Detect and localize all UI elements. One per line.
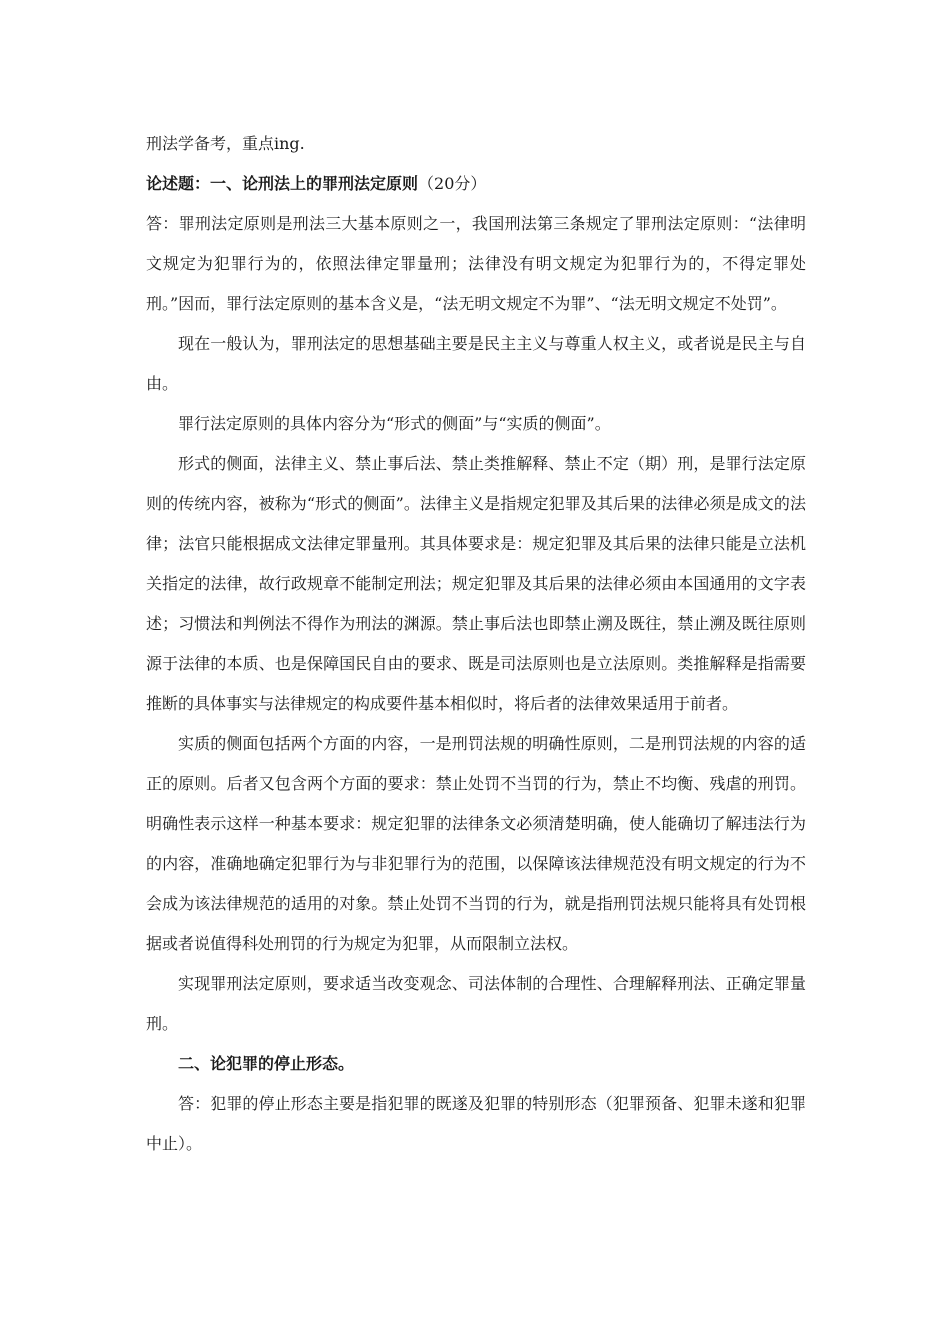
- section1-label: 论述题：: [146, 174, 211, 193]
- section1-paragraph: 实质的侧面包括两个方面的内容，一是刑罚法规的明确性原则，二是刑罚法规的内容的适正的原则。后者又包含两个方面的要求：禁止处罚不当罚的行为，禁止不均衡、残虐的刑罚。明确性表示这样一种基本要求：规定犯罪的法律条文必须清楚明确，使人能确切了解违法行为的内容，准确地确定犯罪行为与非犯罪行为的范围，以保障该法律规范没有明文规定的行为不会成为该法律规范的适用的对象。禁止处罚不当罚的行为，就是指刑罚法规只能将具有处罚根据或者说值得科处刑罚的行为规定为犯罪，从而限制立法权。: [146, 734, 806, 953]
- section1-paragraph: 实现罪刑法定原则，要求适当改变观念、司法体制的合理性、合理解释刑法、正确定罪量刑。: [146, 974, 806, 1033]
- section2-answer-paragraph: 答：犯罪的停止形态主要是指犯罪的既遂及犯罪的特别形态（犯罪预备、犯罪未遂和犯罪中止）。: [146, 1094, 806, 1153]
- section1-paragraph: 罪行法定原则的具体内容分为“形式的侧面”与“实质的侧面”。: [178, 414, 611, 433]
- section1-heading: [146, 164, 806, 204]
- document-body: [146, 124, 806, 1164]
- section1-paragraph: 现在一般认为，罪刑法定的思想基础主要是民主主义与尊重人权主义，或者说是民主与自由。: [146, 334, 806, 393]
- section1-answer-paragraph: 答：罪刑法定原则是刑法三大基本原则之一，我国刑法第三条规定了罪刑法定原则：“法律明文规定为犯罪行为的，依照法律定罪量刑；法律没有明文规定为犯罪行为的，不得定罪处刑。”因而，罪行法定原则的基本含义是，“法无明文规定不为罪”、“法无明文规定不处罚”。: [146, 214, 806, 313]
- section1-score: （20分）: [418, 174, 487, 193]
- intro-line: 刑法学备考，重点ing.: [146, 134, 305, 153]
- section2-heading: 二、论犯罪的停止形态。: [178, 1054, 355, 1073]
- section1-title: 一、论刑法上的罪刑法定原则: [210, 174, 419, 193]
- section1-paragraph: 形式的侧面，法律主义、禁止事后法、禁止类推解释、禁止不定（期）刑，是罪行法定原则的传统内容，被称为“形式的侧面”。法律主义是指规定犯罪及其后果的法律必须是成文的法律；法官只能根据成文法律定罪量刑。其具体要求是：规定犯罪及其后果的法律只能是立法机关指定的法律，故行政规章不能制定刑法；规定犯罪及其后果的法律必须由本国通用的文字表述；习惯法和判例法不得作为刑法的渊源。禁止事后法也即禁止溯及既往，禁止溯及既往原则源于法律的本质、也是保障国民自由的要求、既是司法原则也是立法原则。类推解释是指需要推断的具体事实与法律规定的构成要件基本相似时，将后者的法律效果适用于前者。: [146, 454, 806, 713]
